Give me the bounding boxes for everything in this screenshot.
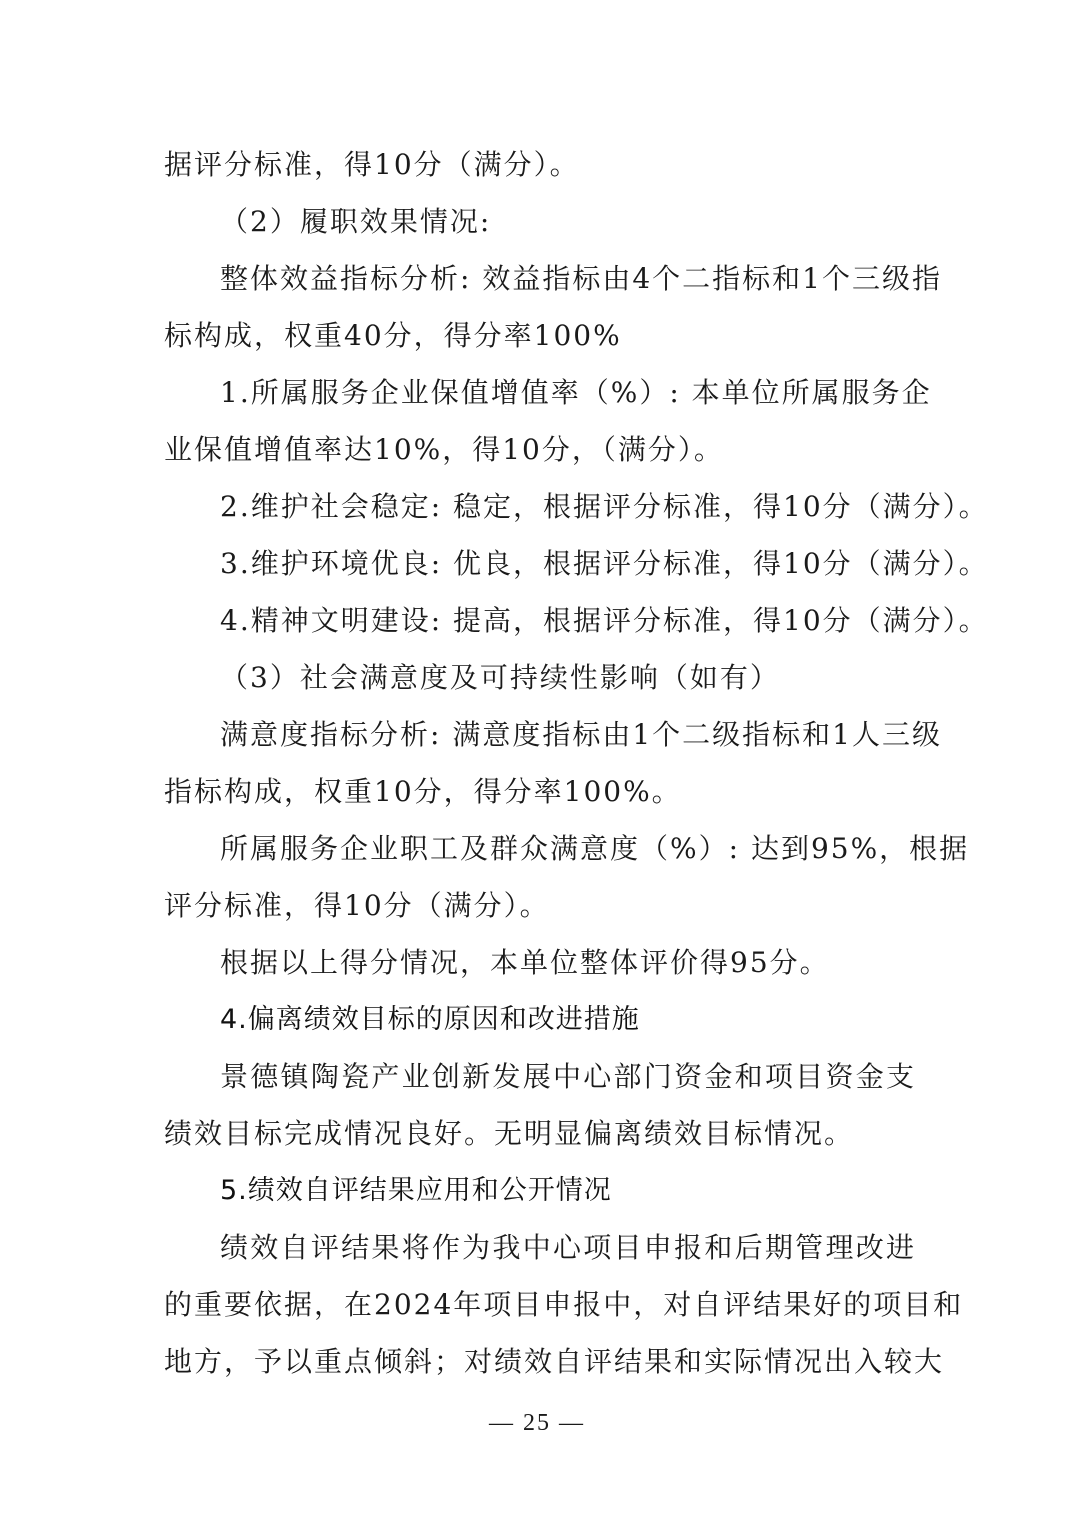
text-line: 业保值增值率达10%，得10分，（满分）。 xyxy=(164,433,724,466)
text-line: 4.精神文明建设: 提高，根据评分标准，得10分（满分）。 xyxy=(220,604,989,637)
text-line: 整体效益指标分析: 效益指标由4个二指标和1个三级指 xyxy=(220,262,942,295)
text-line: 标构成，权重40分，得分率100% xyxy=(164,319,622,352)
text-line: （3）社会满意度及可持续性影响（如有） xyxy=(220,661,780,694)
text-line: 所属服务企业职工及群众满意度（%）: 达到95%，根据 xyxy=(220,832,970,865)
page-number: — 25 — xyxy=(489,1410,585,1436)
text-line: 绩效自评结果将作为我中心项目申报和后期管理改进 xyxy=(220,1231,916,1264)
text-line: 满意度指标分析: 满意度指标由1个二级指标和1人三级 xyxy=(220,718,942,751)
section-heading: 4.偏离绩效目标的原因和改进措施 xyxy=(220,1004,640,1035)
text-line: 地方，予以重点倾斜；对绩效自评结果和实际情况出入较大 xyxy=(164,1345,945,1378)
text-line: 的重要依据，在2024年项目申报中，对自评结果好的项目和 xyxy=(164,1288,964,1321)
text-line: 据评分标准，得10分（满分）。 xyxy=(164,148,580,181)
text-line: 指标构成，权重10分，得分率100%。 xyxy=(164,775,682,808)
text-line: 3.维护环境优良: 优良，根据评分标准，得10分（满分）。 xyxy=(220,547,989,580)
text-line: 评分标准，得10分（满分）。 xyxy=(164,889,550,922)
section-heading: 5.绩效自评结果应用和公开情况 xyxy=(220,1175,612,1206)
text-line: 1.所属服务企业保值增值率（%）: 本单位所属服务企 xyxy=(220,376,932,409)
text-line: 景德镇陶瓷产业创新发展中心部门资金和项目资金支 xyxy=(220,1060,916,1093)
document-body xyxy=(164,136,989,1390)
text-line: （2）履职效果情况: xyxy=(220,205,492,238)
text-line: 2.维护社会稳定: 稳定，根据评分标准，得10分（满分）。 xyxy=(220,490,989,523)
text-line: 绩效目标完成情况良好。无明显偏离绩效目标情况。 xyxy=(164,1117,855,1150)
text-line: 根据以上得分情况，本单位整体评价得95分。 xyxy=(220,946,830,979)
